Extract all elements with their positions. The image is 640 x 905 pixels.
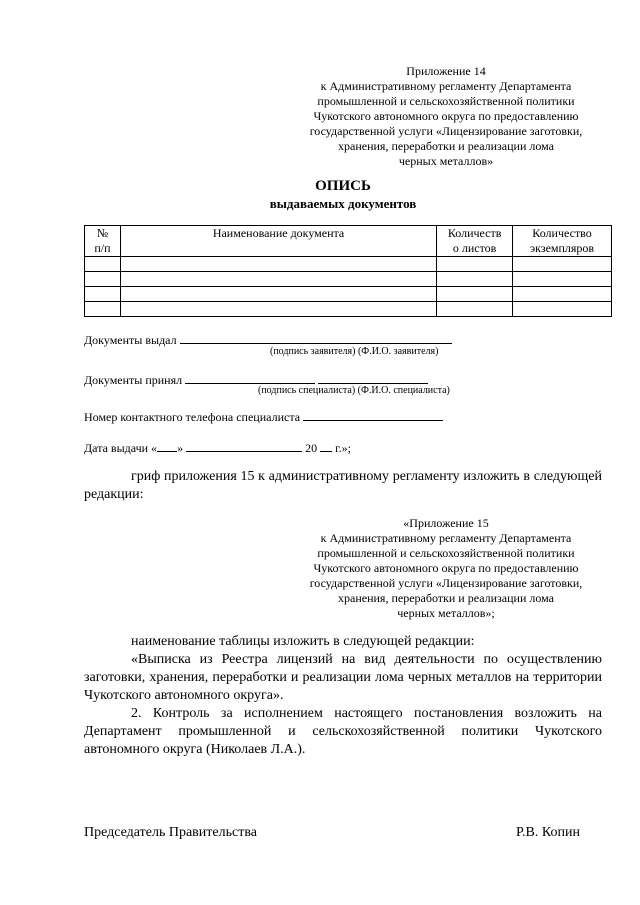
header-copies <box>513 226 612 257</box>
appendix-14-line: к Административному регламенту Департамента <box>320 79 572 93</box>
paragraph-table-title: «Выписка из Реестра лицензий на вид деятельности по осуществлению заготовки, хранения, переработки и реализации лома черных металлов на территории Чукотского автономного округа». <box>84 652 602 703</box>
issued-hint: (подпись заявителя) (Ф.И.О. заявителя) <box>270 346 439 357</box>
document-title: ОПИСЬ <box>315 178 371 194</box>
header-sheets-line: Количеств <box>447 226 502 240</box>
table-row <box>85 272 612 287</box>
table-row <box>85 302 612 317</box>
header-copies-line: экземпляров <box>530 241 595 255</box>
year-blank <box>320 439 332 452</box>
appendix-14-line: хранения, переработки и реализации лома <box>338 139 554 153</box>
header-sheets-line: о листов <box>452 241 497 255</box>
document-subtitle: выдаваемых документов <box>269 196 417 211</box>
appendix-15-line: государственной услуги «Лицензирование заготовки, <box>309 576 583 590</box>
table-cell <box>120 287 436 302</box>
appendix-15-line: «Приложение 15 <box>403 516 489 530</box>
header-number <box>85 226 121 257</box>
table-cell <box>513 302 612 317</box>
date-year: 20 <box>302 441 321 455</box>
date-line <box>84 439 351 456</box>
table-header-row <box>85 226 612 257</box>
table-cell <box>513 257 612 272</box>
accepted-hint: (подпись специалиста) (Ф.И.О. специалиста) <box>258 385 450 396</box>
phone-blank <box>303 408 443 421</box>
appendix-14-line: черных металлов» <box>398 154 494 168</box>
header-number-line: п/п <box>94 241 111 255</box>
issued-label: Документы выдал <box>84 333 177 347</box>
table-cell <box>513 287 612 302</box>
paragraph-control: 2. Контроль за исполнением настоящего постановления возложить на Департамент промышленной и сельскохозяйственной политики Чукотского автономного округа (Николаев Л.А.). <box>84 706 602 757</box>
date-prefix: Дата выдачи « <box>84 441 158 455</box>
table-cell <box>120 272 436 287</box>
table-row <box>85 257 612 272</box>
appendix-15-line: к Административному регламенту Департамента <box>320 531 572 545</box>
appendix-15-line: Чукотского автономного округа по предоставлению <box>313 561 579 575</box>
phone-label: Номер контактного телефона специалиста <box>84 410 301 424</box>
table-cell <box>85 272 121 287</box>
month-blank <box>186 439 302 452</box>
table-cell <box>120 257 436 272</box>
issued-signature-blank <box>180 331 452 344</box>
appendix-15-line: черных металлов»; <box>397 606 495 620</box>
table-cell <box>85 257 121 272</box>
table-cell <box>437 272 513 287</box>
accepted-label: Документы принял <box>84 373 183 387</box>
appendix-15-line: промышленной и сельскохозяйственной политики <box>317 546 575 560</box>
table-cell <box>513 272 612 287</box>
date-mid: » <box>177 441 187 455</box>
table-cell <box>437 257 513 272</box>
table-row <box>85 287 612 302</box>
header-sheets <box>437 226 513 257</box>
header-number-line: № <box>96 226 109 240</box>
table-cell <box>85 302 121 317</box>
table-cell <box>437 287 513 302</box>
accepted-name-blank <box>318 371 428 384</box>
accepted-signature-blank <box>185 371 315 384</box>
appendix-15-line: хранения, переработки и реализации лома <box>338 591 554 605</box>
phone-line <box>84 408 443 425</box>
paragraph-appendix-15-caption: гриф приложения 15 к административному регламенту изложить в следующей редакции: <box>84 469 602 502</box>
appendix-15-header <box>295 516 597 621</box>
appendix-14-line: Чукотского автономного округа по предоставлению <box>313 109 579 123</box>
appendix-14-line: промышленной и сельскохозяйственной политики <box>317 94 575 108</box>
day-blank <box>157 439 177 452</box>
appendix-14-line: Приложение 14 <box>406 64 486 78</box>
table-cell <box>120 302 436 317</box>
table-cell <box>85 287 121 302</box>
signature-position: Председатель Правительства <box>84 825 257 840</box>
paragraph-table-name: наименование таблицы изложить в следующей редакции: <box>131 634 475 649</box>
appendix-14-line: государственной услуги «Лицензирование заготовки, <box>309 124 583 138</box>
appendix-14-header <box>295 64 597 169</box>
header-copies-line: Количество <box>532 226 592 240</box>
documents-table <box>84 225 612 317</box>
date-suffix: г.»; <box>332 441 351 455</box>
table-cell <box>437 302 513 317</box>
signature-name: Р.В. Копин <box>516 825 580 840</box>
header-document-name: Наименование документа <box>120 226 436 257</box>
